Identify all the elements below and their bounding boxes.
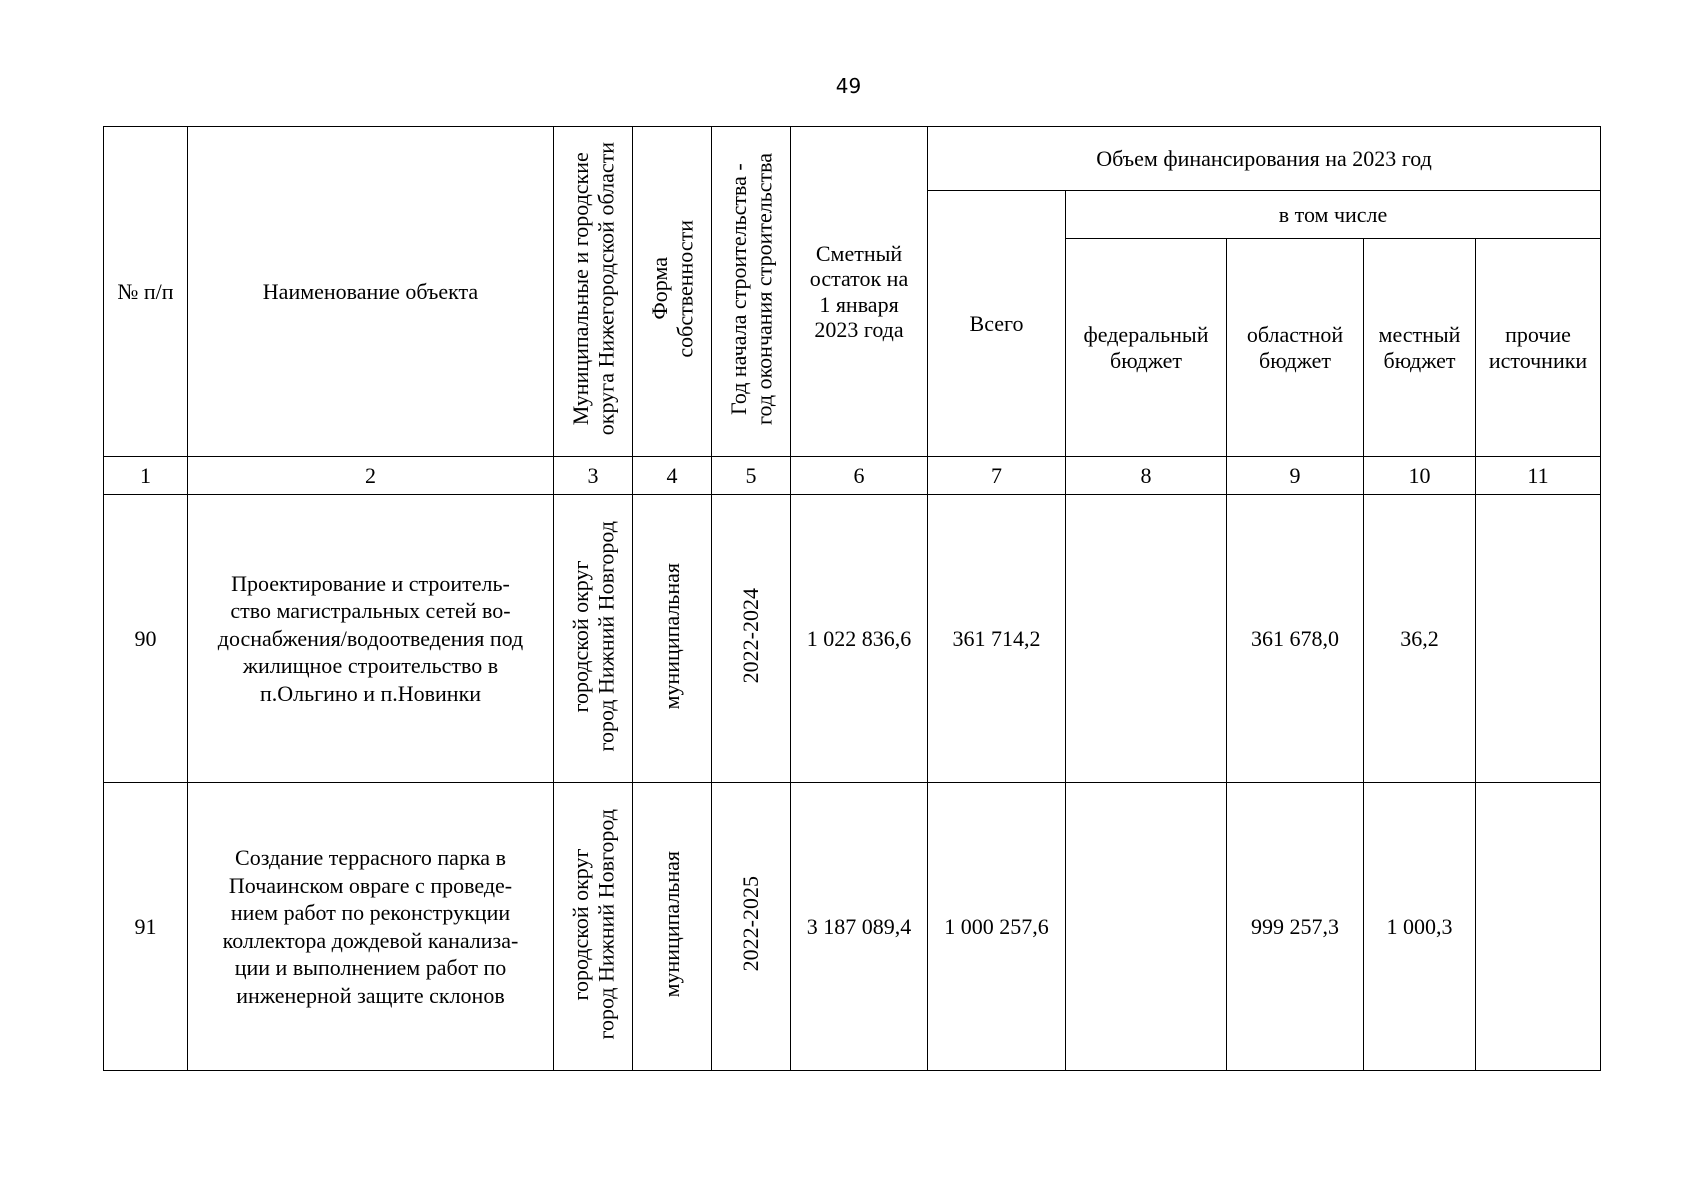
object-name-line: Почаинском овраге с проведе- (228, 872, 513, 898)
ownership-text: муниципальная (659, 562, 685, 710)
district (554, 495, 633, 783)
object-name-line: Проектирование и строитель- (231, 570, 510, 596)
header-number: № п/п (104, 127, 188, 457)
years (712, 783, 791, 1071)
table-row (104, 783, 1601, 1071)
header-local (1364, 239, 1476, 457)
header-other-line-2: источники (1488, 347, 1588, 373)
header-local-line-1: местный (1378, 322, 1461, 348)
other (1476, 783, 1601, 1071)
column-number: 4 (633, 457, 712, 495)
estimate: 3 187 089,4 (791, 783, 928, 1071)
ownership-text: муниципальная (659, 850, 685, 998)
object-name-line: нием работ по реконструкции (230, 900, 511, 925)
district-line: город Нижний Новгород (593, 520, 618, 752)
header-federal (1066, 239, 1227, 457)
header-regional-line-2: бюджет (1259, 347, 1331, 373)
header-years-line-2: год окончания строительства (751, 152, 776, 425)
column-number: 11 (1476, 457, 1601, 495)
regional: 361 678,0 (1227, 495, 1364, 783)
federal (1066, 495, 1227, 783)
header-object-name: Наименование объекта (188, 127, 554, 457)
header-years-line-1: Год начала строительства - (725, 163, 751, 415)
header-district (554, 127, 633, 457)
column-number: 10 (1364, 457, 1476, 495)
row-number: 91 (104, 783, 188, 1071)
header-other (1476, 239, 1601, 457)
header-regional (1227, 239, 1364, 457)
row-number: 90 (104, 495, 188, 783)
ownership (633, 783, 712, 1071)
object-name-line: жилищное строительство в (242, 653, 499, 679)
object-name-line: доснабжения/водоотведения под (217, 625, 524, 651)
column-number: 5 (712, 457, 791, 495)
district-line: городской округ (567, 559, 593, 712)
header-estimate-line-3: 1 января (819, 291, 899, 317)
local: 1 000,3 (1364, 783, 1476, 1071)
object-name-line: ство магистральных сетей во- (230, 598, 511, 624)
years-text: 2022-2024 (738, 588, 764, 684)
district-line: город Нижний Новгород (593, 808, 618, 1040)
object-name-line: Создание террасного парка в (235, 845, 506, 870)
object-name-line: п.Ольгино и п.Новинки (259, 680, 482, 706)
header-funding-title: Объем финансирования на 2023 год (928, 127, 1601, 191)
object-name-line: инженерной защите склонов (236, 982, 505, 1008)
total: 361 714,2 (928, 495, 1066, 783)
header-total: Всего (928, 191, 1066, 457)
page-number: 49 (835, 74, 862, 98)
column-number: 9 (1227, 457, 1364, 495)
ownership (633, 495, 712, 783)
header-local-line-2: бюджет (1383, 347, 1456, 373)
header-ownership (633, 127, 712, 457)
column-number: 7 (928, 457, 1066, 495)
years-text: 2022-2025 (738, 876, 764, 972)
district (554, 783, 633, 1071)
header-estimate-line-2: остаток на (809, 266, 909, 292)
object-name (188, 495, 554, 783)
column-number: 8 (1066, 457, 1227, 495)
header-estimate (791, 127, 928, 457)
object-name-line: коллектора дождевой канализа- (222, 927, 519, 953)
column-number: 6 (791, 457, 928, 495)
header-estimate-line-1: Сметный (815, 240, 903, 266)
header-row-1 (104, 127, 1601, 191)
district-line: городской округ (567, 847, 593, 1000)
header-federal-line-2: бюджет (1110, 347, 1182, 373)
column-number: 2 (188, 457, 554, 495)
object-name-line: ции и выполнением работ по (234, 955, 507, 980)
estimate: 1 022 836,6 (791, 495, 928, 783)
table-row (104, 495, 1601, 783)
other (1476, 495, 1601, 783)
header-ownership-line-2: собственности (672, 220, 697, 358)
header-including: в том числе (1066, 191, 1601, 239)
header-district-line-2: округа Нижегородской области (593, 142, 618, 436)
funding-table (103, 126, 1601, 1071)
federal (1066, 783, 1227, 1071)
header-other-line-1: прочие (1505, 322, 1571, 348)
header-years (712, 127, 791, 457)
column-number-row (104, 457, 1601, 495)
object-name (188, 783, 554, 1071)
regional: 999 257,3 (1227, 783, 1364, 1071)
header-district-line-1: Муниципальные и городские (567, 152, 593, 426)
header-regional-line-1: областной (1246, 322, 1344, 348)
header-federal-line-1: федеральный (1083, 322, 1209, 348)
header-ownership-line-1: Форма (646, 257, 672, 321)
column-number: 1 (104, 457, 188, 495)
local: 36,2 (1364, 495, 1476, 783)
column-number: 3 (554, 457, 633, 495)
years (712, 495, 791, 783)
header-estimate-line-4: 2023 года (814, 316, 904, 342)
total: 1 000 257,6 (928, 783, 1066, 1071)
